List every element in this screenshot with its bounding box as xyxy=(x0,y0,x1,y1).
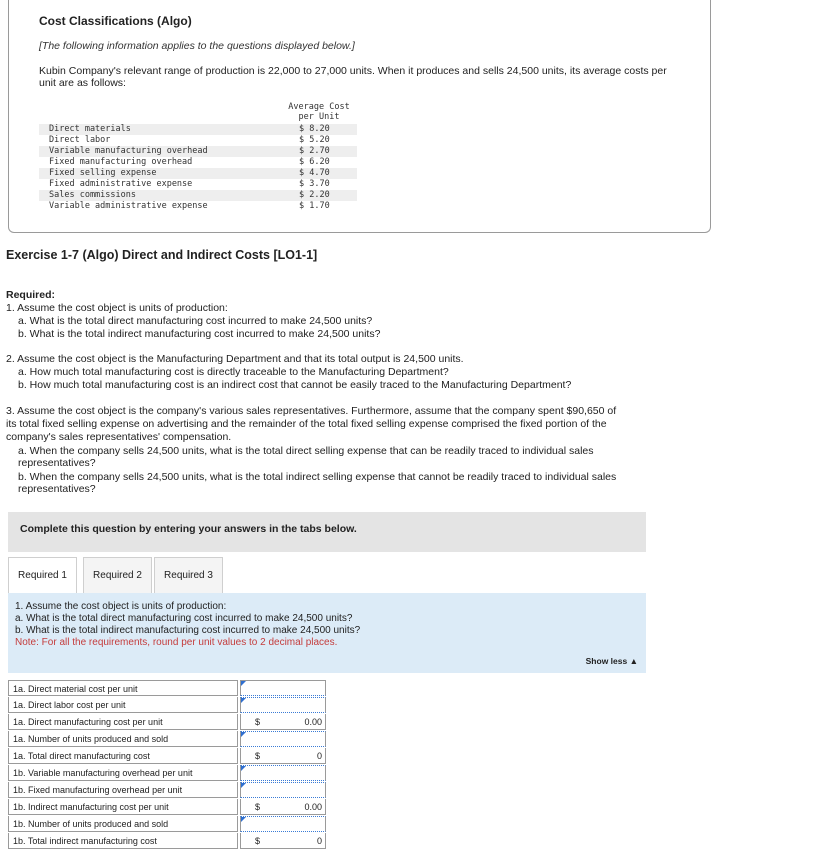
complete-bar-text: Complete this question by entering your answers in the tabs below. xyxy=(20,523,357,535)
table-row xyxy=(8,748,326,765)
answer-input[interactable] xyxy=(240,731,326,747)
cost-value: $ 6.20 xyxy=(299,157,330,167)
dollar-sign: $ xyxy=(255,751,261,761)
answer-value: 0 xyxy=(316,751,322,761)
answer-computed xyxy=(240,799,326,815)
panel-line1: 1. Assume the cost object is units of production: xyxy=(15,601,227,612)
table-row xyxy=(8,782,326,799)
answer-value: 0 xyxy=(316,836,322,846)
answer-label: 1b. Number of units produced and sold xyxy=(8,816,238,832)
req-q3-line3: company's sales representatives' compensation. xyxy=(6,431,232,443)
answer-input[interactable] xyxy=(240,765,326,781)
answer-value: 0.00 xyxy=(304,802,322,812)
cost-table-header xyxy=(39,102,357,124)
answer-label: 1a. Direct material cost per unit xyxy=(8,680,238,696)
req-q1a: a. What is the total direct manufacturing cost incurred to make 24,500 units? xyxy=(18,315,373,327)
dollar-sign: $ xyxy=(255,802,261,812)
answer-label: 1b. Variable manufacturing overhead per unit xyxy=(8,765,238,781)
tab-required-1[interactable]: Required 1 xyxy=(8,557,77,594)
table-row xyxy=(8,765,326,782)
req-q2a: a. How much total manufacturing cost is directly traceable to the Manufacturing Department? xyxy=(18,366,449,378)
tab-required-2[interactable]: Required 2 xyxy=(83,557,152,593)
answer-input[interactable] xyxy=(240,816,326,832)
table-row xyxy=(8,697,326,714)
req-q3-line2: its total fixed selling expense on advertising and the remainder of the total fixed selling expense comprised the fixed portion of the xyxy=(6,418,607,430)
show-less-link[interactable]: Show less ▲ xyxy=(585,656,638,666)
cost-label: Direct labor xyxy=(49,135,111,145)
table-row xyxy=(8,833,326,850)
req-q2b: b. How much total manufacturing cost is an indirect cost that cannot be easily traced to the Manufacturing Department? xyxy=(18,379,572,391)
info-box xyxy=(8,0,711,233)
answer-computed xyxy=(240,833,326,849)
panel-text xyxy=(15,601,360,649)
answer-input[interactable] xyxy=(240,782,326,798)
answer-computed xyxy=(240,714,326,730)
cost-label: Sales commissions xyxy=(49,190,136,200)
cost-value: $ 2.70 xyxy=(299,146,330,156)
exercise-title: Exercise 1-7 (Algo) Direct and Indirect Costs [LO1-1] xyxy=(6,248,318,262)
tab-required-3[interactable]: Required 3 xyxy=(154,557,223,593)
req-q3b-line2: representatives? xyxy=(18,483,96,495)
table-row xyxy=(8,680,326,697)
req-q3b-line1: b. When the company sells 24,500 units, what is the total indirect selling expense that cannot be readily traced to individual sales xyxy=(18,471,617,483)
cost-value: $ 5.20 xyxy=(299,135,330,145)
req-q3a-line2: representatives? xyxy=(18,457,96,469)
panel-note: Note: For all the requirements, round per unit values to 2 decimal places. xyxy=(15,637,338,648)
cost-header-line2: per Unit xyxy=(298,112,340,122)
cost-value: $ 3.70 xyxy=(299,179,330,189)
complete-bar xyxy=(8,512,646,552)
cost-label: Direct materials xyxy=(49,124,131,134)
info-note: [The following information applies to the questions displayed below.] xyxy=(39,40,355,52)
cost-row xyxy=(39,157,357,168)
req-q3-line1: 3. Assume the cost object is the company's various sales representatives. Furthermore, assume that the company spent $90,650 of xyxy=(6,405,617,417)
answer-computed xyxy=(240,748,326,764)
cost-rows xyxy=(39,124,357,212)
cost-label: Fixed manufacturing overhead xyxy=(49,157,193,167)
cost-row xyxy=(39,201,357,212)
cost-table xyxy=(39,102,357,212)
cost-row xyxy=(39,190,357,201)
cost-row xyxy=(39,135,357,146)
answer-value: 0.00 xyxy=(304,717,322,727)
info-intro: Kubin Company's relevant range of production is 22,000 to 27,000 units. When it produces and sells 24,500 units, its average costs per unit are as follows: xyxy=(39,65,667,89)
table-row xyxy=(8,731,326,748)
req-q3a-line1: a. When the company sells 24,500 units, what is the total direct selling expense that can be readily traced to individual sales xyxy=(18,445,594,457)
cost-value: $ 4.70 xyxy=(299,168,330,178)
cost-label: Fixed administrative expense xyxy=(49,179,193,189)
req-q1b: b. What is the total indirect manufacturing cost incurred to make 24,500 units? xyxy=(18,328,381,340)
cost-value: $ 1.70 xyxy=(299,201,330,211)
table-row xyxy=(8,816,326,833)
answer-label: 1b. Indirect manufacturing cost per unit xyxy=(8,799,238,815)
answer-label: 1b. Fixed manufacturing overhead per unit xyxy=(8,782,238,798)
dollar-sign: $ xyxy=(255,717,261,727)
answer-table xyxy=(8,680,326,850)
req-q1: 1. Assume the cost object is units of production: xyxy=(6,302,228,314)
cost-label: Variable manufacturing overhead xyxy=(49,146,208,156)
required-label: Required: xyxy=(6,289,56,301)
table-row xyxy=(8,714,326,731)
table-row xyxy=(8,799,326,816)
panel-line2: a. What is the total direct manufacturing cost incurred to make 24,500 units? xyxy=(15,613,353,624)
cost-label: Variable administrative expense xyxy=(49,201,208,211)
answer-label: 1a. Direct labor cost per unit xyxy=(8,697,238,713)
answer-label: 1b. Total indirect manufacturing cost xyxy=(8,833,238,849)
cost-row xyxy=(39,124,357,135)
panel-line3: b. What is the total indirect manufacturing cost incurred to make 24,500 units? xyxy=(15,625,361,636)
cost-row xyxy=(39,168,357,179)
cost-header-line1: Average Cost xyxy=(288,102,350,112)
cost-row xyxy=(39,179,357,190)
tab-panel xyxy=(8,593,646,673)
answer-label: 1a. Direct manufacturing cost per unit xyxy=(8,714,238,730)
info-title: Cost Classifications (Algo) xyxy=(39,14,192,28)
cost-value: $ 8.20 xyxy=(299,124,330,134)
answer-input[interactable] xyxy=(240,697,326,713)
answer-input[interactable] xyxy=(240,680,326,696)
dollar-sign: $ xyxy=(255,836,261,846)
answer-label: 1a. Number of units produced and sold xyxy=(8,731,238,747)
cost-row xyxy=(39,146,357,157)
cost-label: Fixed selling expense xyxy=(49,168,157,178)
cost-value: $ 2.20 xyxy=(299,190,330,200)
req-q2: 2. Assume the cost object is the Manufacturing Department and that its total output is 24,500 units. xyxy=(6,353,464,365)
answer-label: 1a. Total direct manufacturing cost xyxy=(8,748,238,764)
